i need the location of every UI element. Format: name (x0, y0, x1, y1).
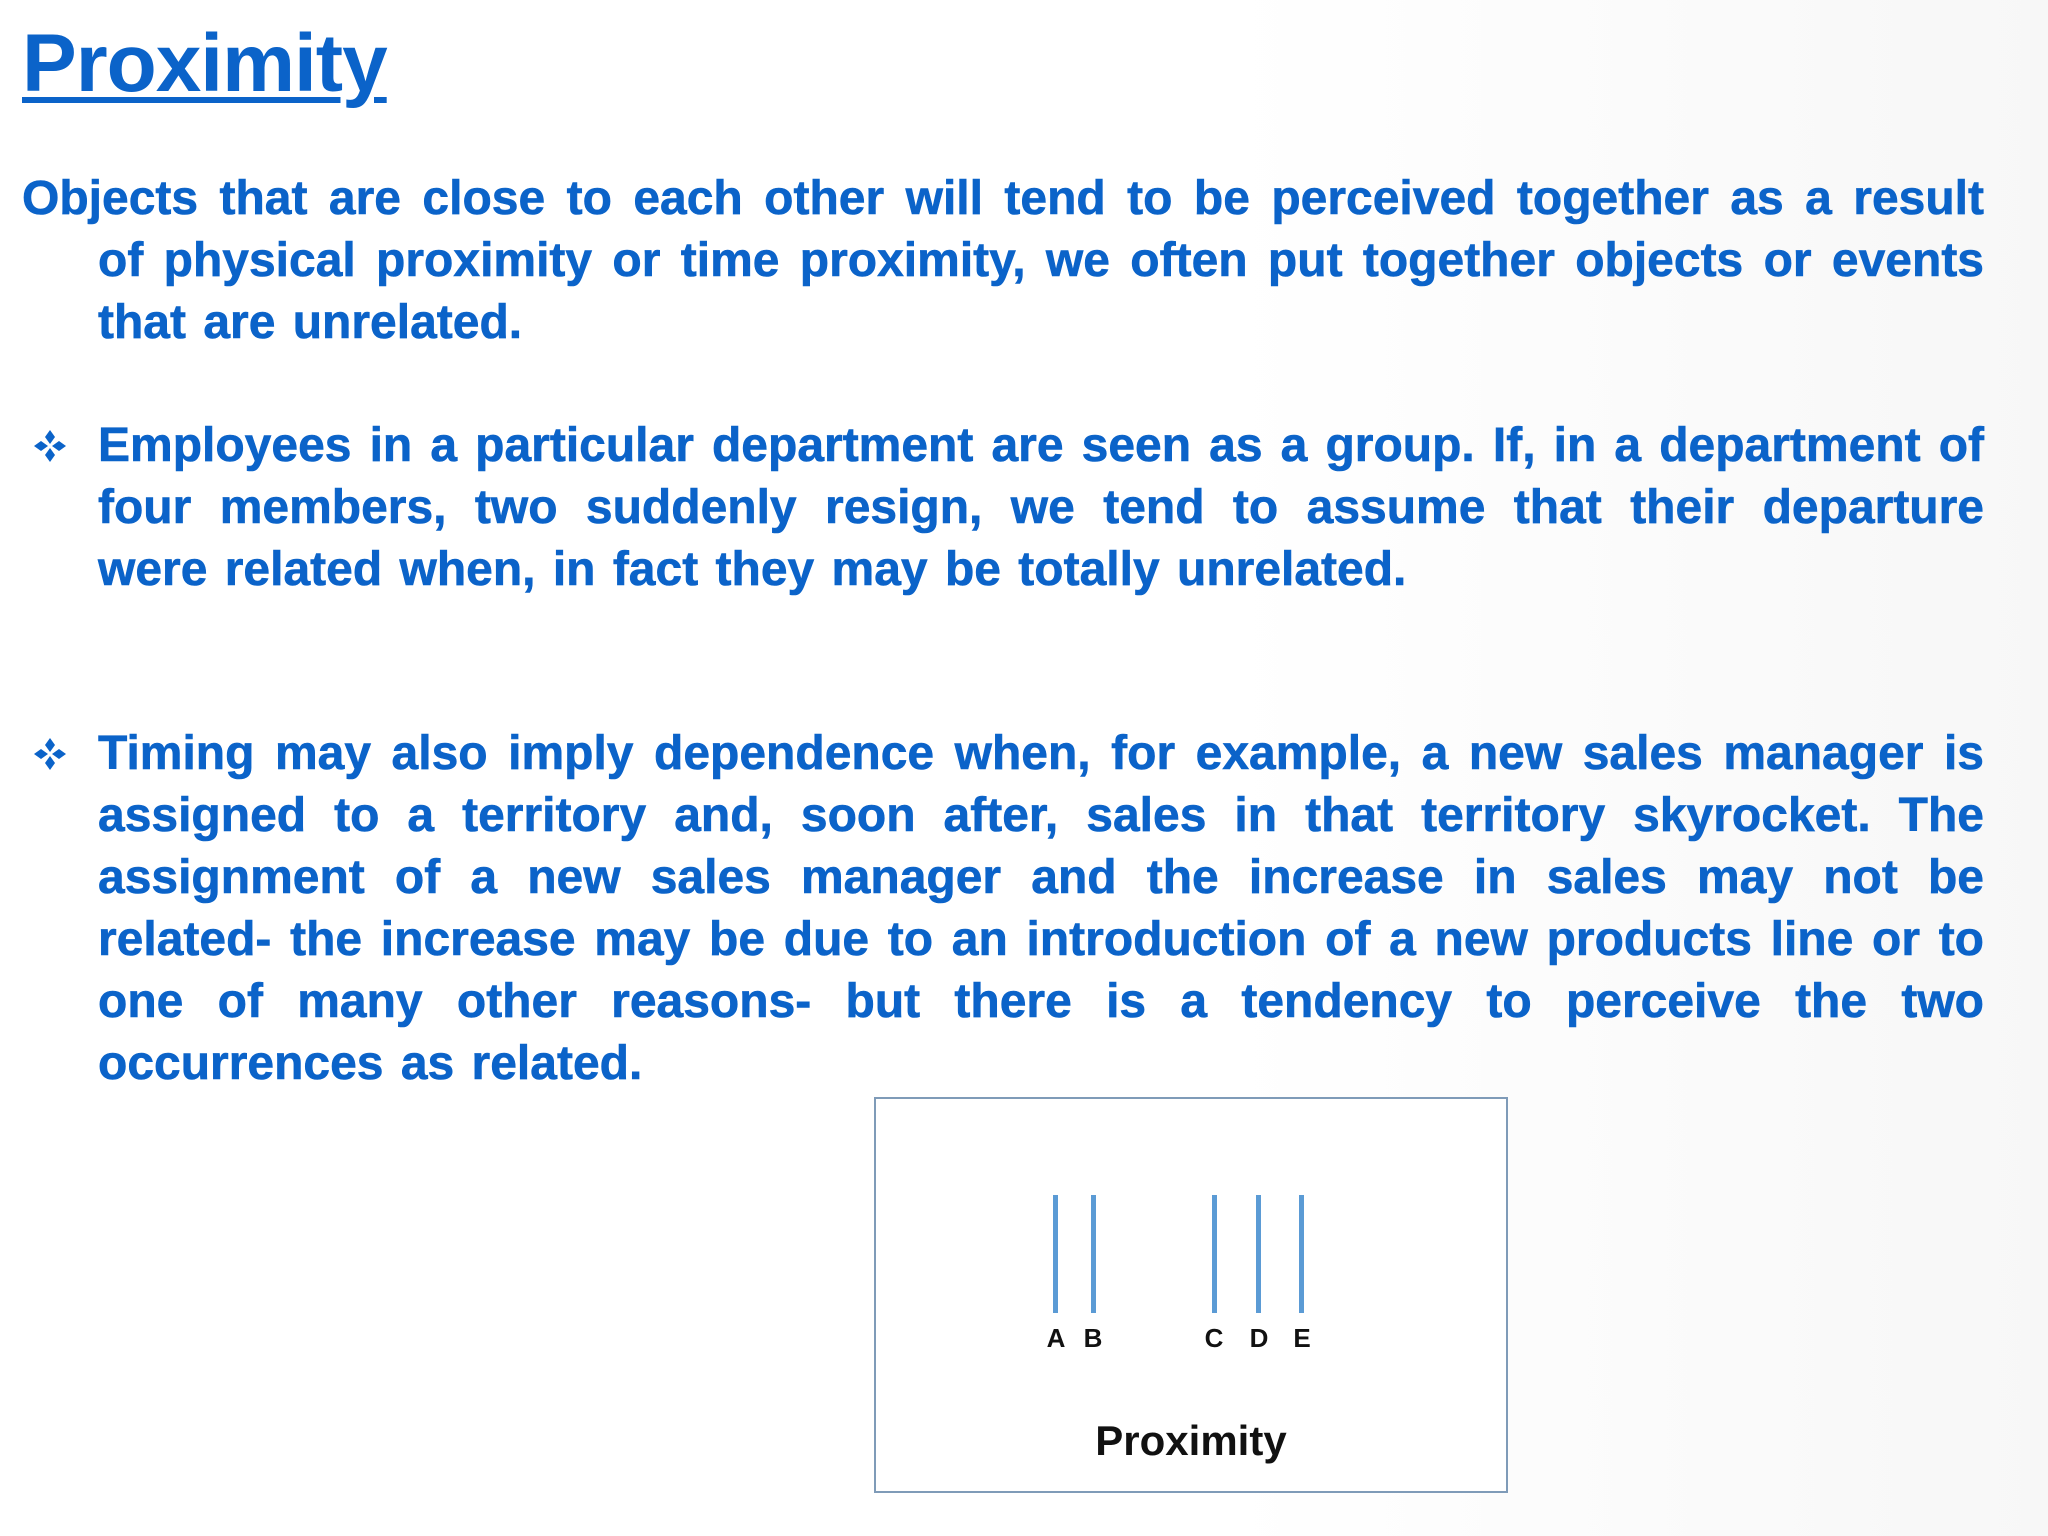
label-d: D (1249, 1323, 1269, 1353)
diamond-bullet-icon (22, 723, 78, 785)
label-e: E (1293, 1323, 1311, 1353)
slide-title: Proximity (22, 18, 387, 109)
label-a: A (1046, 1323, 1066, 1353)
line-a (1053, 1195, 1058, 1313)
label-c: C (1204, 1323, 1224, 1353)
line-c (1212, 1195, 1217, 1313)
bullet-item-employees (22, 415, 1984, 601)
label-b: B (1083, 1323, 1103, 1353)
proximity-figure (874, 1097, 1508, 1493)
intro-paragraph: Objects that are close to each other will tend to be perceived together as a result of physical proximity or time proximity, we often put together objects or events that are unrelated. (22, 172, 1984, 349)
line-e (1299, 1195, 1304, 1313)
line-b (1091, 1195, 1096, 1313)
bullet-text: Timing may also imply dependence when, for example, a new sales manager is assigned to a territory and, soon after, sales in that territory skyrocket. The assignment of a new sales manager and the increase in sales may not be related- the increase may be due to an introduction of a new products line or to one of many other reasons- but there is a tendency to perceive the two occurrences as related. (98, 727, 1984, 1090)
bullet-item-timing (22, 723, 1984, 1095)
diamond-bullet-icon (22, 415, 78, 477)
bullet-text: Employees in a particular department are seen as a group. If, in a department of four members, two suddenly resign, we tend to assume that their departure were related when, in fact they may be totally unrelated. (98, 419, 1984, 596)
figure-caption: Proximity (1095, 1417, 1287, 1464)
line-d (1256, 1195, 1261, 1313)
